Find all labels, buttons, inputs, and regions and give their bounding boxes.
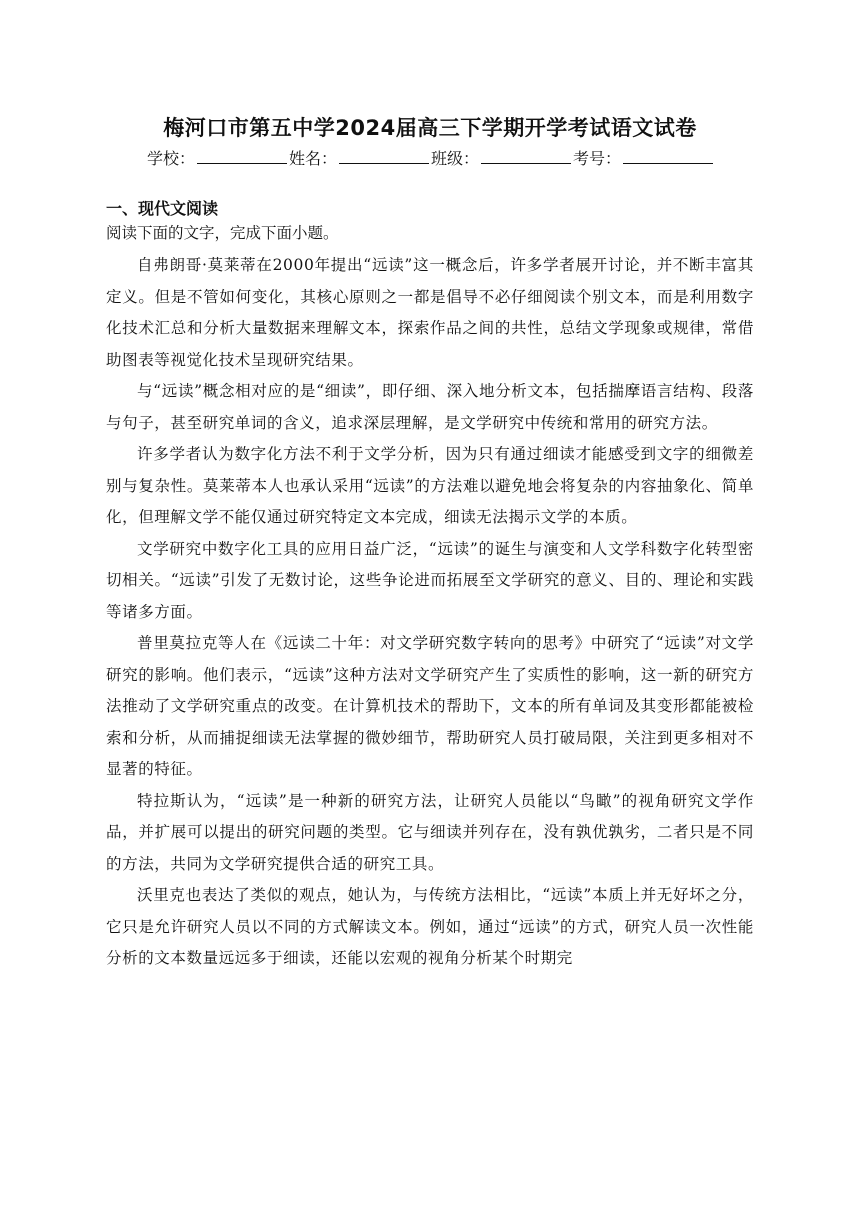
name-blank[interactable]: [339, 149, 429, 164]
name-label: 姓名：: [288, 149, 337, 168]
reading-instruction: 阅读下面的文字，完成下面小题。: [106, 224, 339, 242]
paragraph-2: 与“远读”概念相对应的是“细读”，即仔细、深入地分析文本，包括揣摩语言结构、段落与句子，甚至研究单词的含义，追求深层理解，是文学研究中传统和常用的研究方法。: [106, 382, 754, 432]
class-blank[interactable]: [481, 149, 571, 164]
passage-body: [106, 250, 754, 975]
class-label: 班级：: [431, 149, 480, 168]
exam-number-label: 考号：: [573, 149, 622, 168]
paragraph-7: 沃里克也表达了类似的观点，她认为，与传统方法相比，“远读”本质上并无好坏之分，它只是允许研究人员以不同的方式解读文本。例如，通过“远读”的方式，研究人员一次性能分析的文本数量远远多于细读，还能以宏观的视角分析某个时期完: [106, 886, 754, 967]
school-blank[interactable]: [197, 149, 287, 164]
exam-title: 梅河口市第五中学2024届高三下学期开学考试语文试卷: [163, 116, 697, 140]
paragraph-6: 特拉斯认为，“远读”是一种新的研究方法，让研究人员能以“鸟瞰”的视角研究文学作品，并扩展可以提出的研究问题的类型。它与细读并列存在，没有孰优孰劣，二者只是不同的方法，共同为文学研究提供合适的研究工具。: [106, 791, 754, 873]
paragraph-5: 普里莫拉克等人在《远读二十年：对文学研究数字转向的思考》中研究了“远读”对文学研究的影响。他们表示，“远读”这种方法对文学研究产生了实质性的影响，这一新的研究方法推动了文学研究重点的改变。在计算机技术的帮助下，文本的所有单词及其变形都能被检索和分析，从而捕捉细读无法掌握的微妙细节，帮助研究人员打破局限，关注到更多相对不显著的特征。: [106, 634, 754, 778]
exam-number-field: [573, 146, 713, 169]
name-field: [289, 146, 429, 169]
school-label: 学校：: [146, 149, 195, 168]
exam-number-blank[interactable]: [623, 149, 713, 164]
school-field: [147, 146, 287, 169]
paragraph-1: 自弗朗哥·莫莱蒂在2000年提出“远读”这一概念后，许多学者展开讨论，并不断丰富其定义。但是不管如何变化，其核心原则之一都是倡导不必仔细阅读个别文本，而是利用数字化技术汇总和分析大量数据来理解文本，探索作品之间的共性，总结文学现象或规律，常借助图表等视觉化技术呈现研究结果。: [106, 256, 754, 369]
class-field: [431, 146, 571, 169]
student-info-line: [0, 146, 860, 169]
paragraph-3: 许多学者认为数字化方法不利于文学分析，因为只有通过细读才能感受到文字的细微差别与复杂性。莫莱蒂本人也承认采用“远读”的方法难以避免地会将复杂的内容抽象化、简单化，但理解文学不能仅通过研究特定文本完成，细读无法揭示文学的本质。: [106, 445, 754, 526]
section-heading: 一、现代文阅读: [106, 199, 219, 218]
paragraph-4: 文学研究中数字化工具的应用日益广泛，“远读”的诞生与演变和人文学科数字化转型密切相关。“远读”引发了无数讨论，这些争论进而拓展至文学研究的意义、目的、理论和实践等诸多方面。: [106, 539, 754, 621]
